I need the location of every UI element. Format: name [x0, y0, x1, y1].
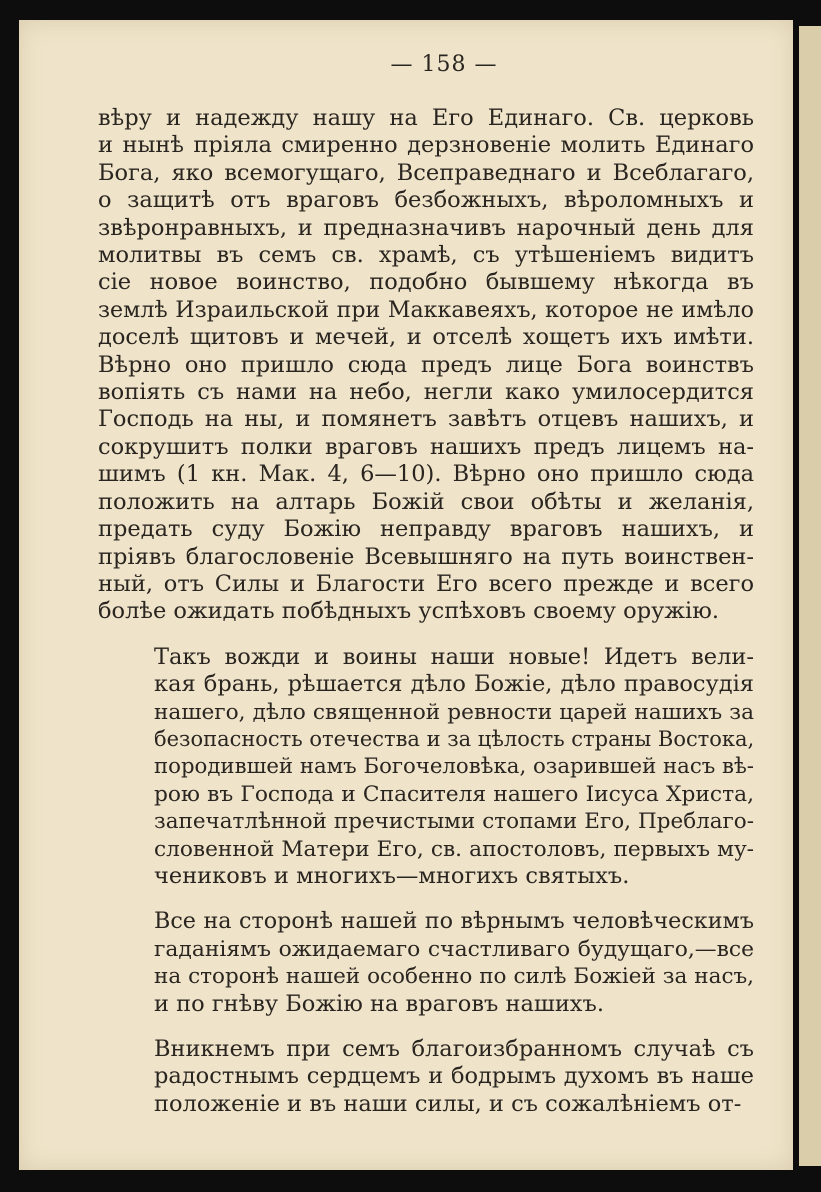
text-line: ный, отъ Силы и Благости Его всего прежде и всего: [98, 570, 754, 597]
text-line: чениковъ и многихъ—многихъ святыхъ.: [154, 862, 630, 889]
text-line: пріявъ благословеніе Всевышняго на путь воинствен-: [98, 543, 754, 570]
text-line: Вникнемъ при семъ благоизбранномъ случаѣ съ: [154, 1036, 754, 1062]
text-line: гаданіямъ ожидаемаго счастливаго будущаго,—все: [154, 936, 754, 962]
text-line: молитвы въ семъ св. храмѣ, съ утѣшеніемъ видитъ: [98, 242, 754, 269]
text-line: безопасность отечества и за цѣлость страны Востока,: [154, 726, 755, 751]
text-line: словенной Матери Его, св. апостоловъ, первыхъ му-: [154, 836, 754, 862]
text-line: на сторонѣ нашей особенно по силѣ Божіей за насъ,: [154, 964, 754, 990]
text-line: сіе новое воинство, подобно бывшему нѣкогда въ: [98, 269, 754, 296]
text-line: предать суду Божію неправду враговъ нашихъ, и: [98, 516, 754, 543]
text-line: кая брань, рѣшается дѣло Божіе, дѣло правосудія: [154, 671, 754, 698]
text-line: положеніе и въ наши силы, и съ сожалѣніемъ от-: [154, 1090, 742, 1117]
paragraph-2: [98, 644, 754, 891]
text-line: положить на алтарь Божій свои обѣты и желанія,: [98, 488, 754, 515]
text-line: Бога, яко всемогущаго, Всеправеднаго и Всеблагаго,: [98, 159, 754, 186]
text-line: запечатлѣнной пречистыми стопами Его, Преблаго-: [154, 809, 754, 835]
text-line: и нынѣ пріяла смиренно дерзновеніе молить Единаго: [98, 132, 754, 159]
text-line: шимъ (1 кн. Мак. 4, 6—10). Вѣрно оно пришло сюда: [98, 461, 754, 488]
paragraph-3: [98, 908, 754, 1018]
text-line: сокрушитъ полки враговъ нашихъ предъ лицемъ на-: [98, 433, 754, 460]
text-line: звѣронравныхъ, и предназначивъ нарочный день для: [98, 214, 754, 241]
page-text: [98, 52, 754, 1136]
text-line: породившей намъ Богочеловѣка, озарившей насъ вѣ-: [154, 754, 754, 780]
adjacent-page-edge: [799, 26, 821, 1166]
text-line: Вѣрно оно пришло сюда предъ лице Бога воинствъ: [98, 351, 754, 378]
text-line: о защитѣ отъ враговъ безбожныхъ, вѣроломныхъ и: [98, 187, 754, 214]
text-line: радостнымъ сердцемъ и бодрымъ духомъ въ наше: [154, 1063, 754, 1090]
text-line: болѣе ожидать побѣдныхъ успѣховъ своему оружію.: [98, 598, 719, 625]
text-line: землѣ Израильской при Маккавеяхъ, которое не имѣло: [98, 296, 754, 323]
text-line: Все на сторонѣ нашей по вѣрнымъ человѣческимъ: [154, 908, 754, 935]
text-line: и по гнѣву Божію на враговъ нашихъ.: [154, 990, 604, 1017]
text-line: рою въ Господа и Спасителя нашего Іисуса Христа,: [154, 781, 754, 807]
paragraph-4: [98, 1036, 754, 1118]
text-line: нашего, дѣло священной ревности царей нашихъ за: [154, 699, 754, 725]
text-line: вопіять съ нами на небо, негли како умилосердится: [98, 379, 754, 406]
text-line: Господь на ны, и помянетъ завѣтъ отцевъ нашихъ, и: [98, 406, 754, 433]
text-line: Такъ вожди и воины наши новые! Идетъ вели-: [154, 643, 754, 670]
text-line: доселѣ щитовъ и мечей, и отселѣ хощетъ ихъ имѣти.: [98, 324, 754, 351]
page-number: — 158 —: [390, 52, 498, 77]
paragraph-1: [98, 105, 754, 626]
text-line: вѣру и надежду нашу на Его Единаго. Св. церковь: [98, 105, 754, 131]
